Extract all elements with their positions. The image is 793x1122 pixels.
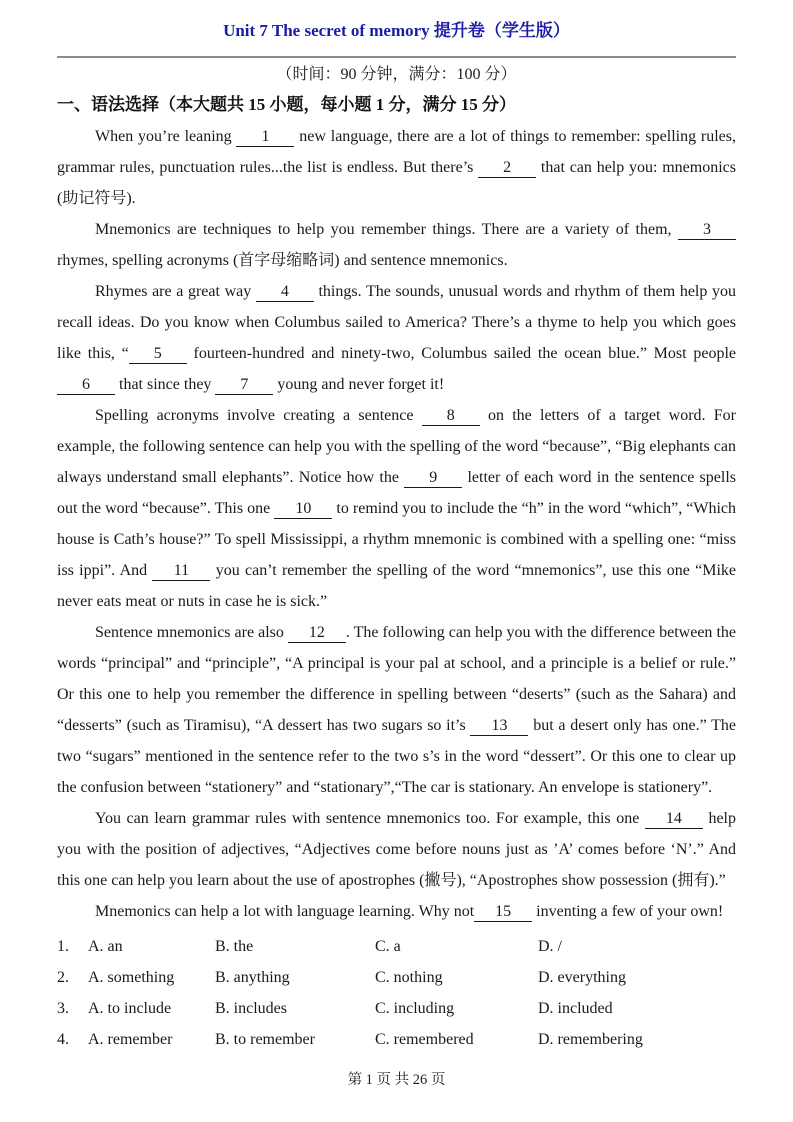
- choice-row-3: [57, 993, 736, 1024]
- passage-paragraph-2: Mnemonics are techniques to help you remember things. There are a variety of them, 3 rhymes, spelling acronyms (首字母缩略词) and sentence mnemonics.: [57, 214, 736, 276]
- choice-option-a: A. to include: [88, 1000, 172, 1017]
- blank-5: 5: [129, 344, 187, 364]
- blank-6: 6: [57, 375, 115, 395]
- section-heading: 一、语法选择（本大题共 15 小题，每小题 1 分，满分 15 分）: [57, 95, 516, 114]
- choice-option-a: A. remember: [88, 1031, 173, 1048]
- choice-option-b: B. to remember: [215, 1031, 315, 1048]
- choice-option-d: D. included: [538, 1000, 613, 1017]
- choice-number: 2.: [57, 969, 69, 986]
- choice-option-d: D. remembering: [538, 1031, 643, 1048]
- choice-option-a: A. an: [88, 938, 123, 955]
- choice-number: 4.: [57, 1031, 69, 1048]
- choice-number: 3.: [57, 1000, 69, 1017]
- blank-11: 11: [152, 561, 210, 581]
- passage-paragraph-5: Sentence mnemonics are also 12 . The following can help you with the difference between the words “principal” and “principle”, “A principal is your pal at school, and a principle is a belief or rule.” Or this one to help you remember the difference in spelling between “deserts” (such as the Sahara) and “desserts” (such as Tiramisu), “A dessert has two sugars so it’s 13 but a desert only has one.” The two “sugars” mentioned in the sentence refer to the two s’s in the word “dessert”. Or this one to clear up the confusion between “stationery” and “stationary”,“The car is stationary. An envelope is stationery”.: [57, 624, 737, 796]
- choice-option-c: C. remembered: [375, 1031, 474, 1048]
- choice-option-c: C. including: [375, 1000, 455, 1017]
- blank-1: 1: [236, 127, 294, 147]
- blank-15: 15: [474, 902, 532, 922]
- blank-3: 3: [678, 220, 736, 240]
- choice-number: 1.: [57, 938, 69, 955]
- passage-paragraph-7: Mnemonics can help a lot with language learning. Why not 15 inventing a few of your own!: [95, 903, 724, 920]
- passage-paragraph-3: Rhymes are a great way 4 things. The sounds, unusual words and rhythm of them help you recall ideas. Do you know when Columbus sailed to America? There’s a thyme to help you which goes like this, “ 5 fourteen-hundred and ninety-two, Columbus sailed the ocean blue.” Most people 6 that since they 7 young and never forget it!: [57, 283, 736, 393]
- choice-row-1: [57, 931, 736, 962]
- choice-option-c: C. a: [375, 938, 401, 955]
- choice-option-c: C. nothing: [375, 969, 443, 986]
- blank-14: 14: [645, 809, 703, 829]
- blank-2: 2: [478, 158, 536, 178]
- page-number-footer: 第 1 页 共 26 页: [347, 1072, 446, 1088]
- blank-10: 10: [274, 499, 332, 519]
- title-divider: [57, 56, 736, 58]
- blank-7: 7: [215, 375, 273, 395]
- choice-option-a: A. something: [88, 969, 175, 986]
- choice-option-b: B. includes: [215, 1000, 287, 1017]
- choice-row-4: [57, 1024, 736, 1055]
- choice-row-2: [57, 962, 736, 993]
- passage-paragraph-1: When you’re leaning 1 new language, there are a lot of things to remember: spelling rules, grammar rules, punctuation rules...the list is endless. But there’s 2 that can help you: mnemonics (助记符号).: [57, 128, 737, 207]
- choice-option-b: B. the: [215, 938, 254, 955]
- blank-12: 12: [288, 623, 346, 643]
- exam-info: （时间：90 分钟，满分：100 分）: [276, 66, 517, 83]
- blank-4: 4: [256, 282, 314, 302]
- blank-13: 13: [470, 716, 528, 736]
- passage-paragraph-4: Spelling acronyms involve creating a sentence 8 on the letters of a target word. For example, the following sentence can help you with the spelling of the word “because”, “Big elephants can always understand small elephants”. Notice how the 9 letter of each word in the sentence spells out the word “because”. This one 10 to remind you to include the “h” in the word “which”, “Which house is Cath’s house?” To spell Mississippi, a rhythm mnemonic is combined with a spelling one: “miss iss ippi”. And 11 you can’t remember the spelling of the word “mnemonics”, use this one “Mike never eats meat or nuts in case he is sick.”: [57, 407, 737, 610]
- passage: [57, 121, 736, 927]
- blank-8: 8: [422, 406, 480, 426]
- choices-list: [57, 931, 736, 1055]
- choice-option-d: D. everything: [538, 969, 626, 986]
- blank-9: 9: [404, 468, 462, 488]
- choice-option-d: D. /: [538, 938, 562, 955]
- choice-option-b: B. anything: [215, 969, 290, 986]
- page-title: Unit 7 The secret of memory 提升卷（学生版）: [223, 21, 570, 40]
- passage-paragraph-6: You can learn grammar rules with sentence mnemonics too. For example, this one 14 help you with the position of adjectives, “Adjectives come before nouns just as ’A’ comes before ‘N’.” And this one can help you learn about the use of apostrophes (撇号), “Apostrophes show possession (拥有).”: [57, 810, 736, 889]
